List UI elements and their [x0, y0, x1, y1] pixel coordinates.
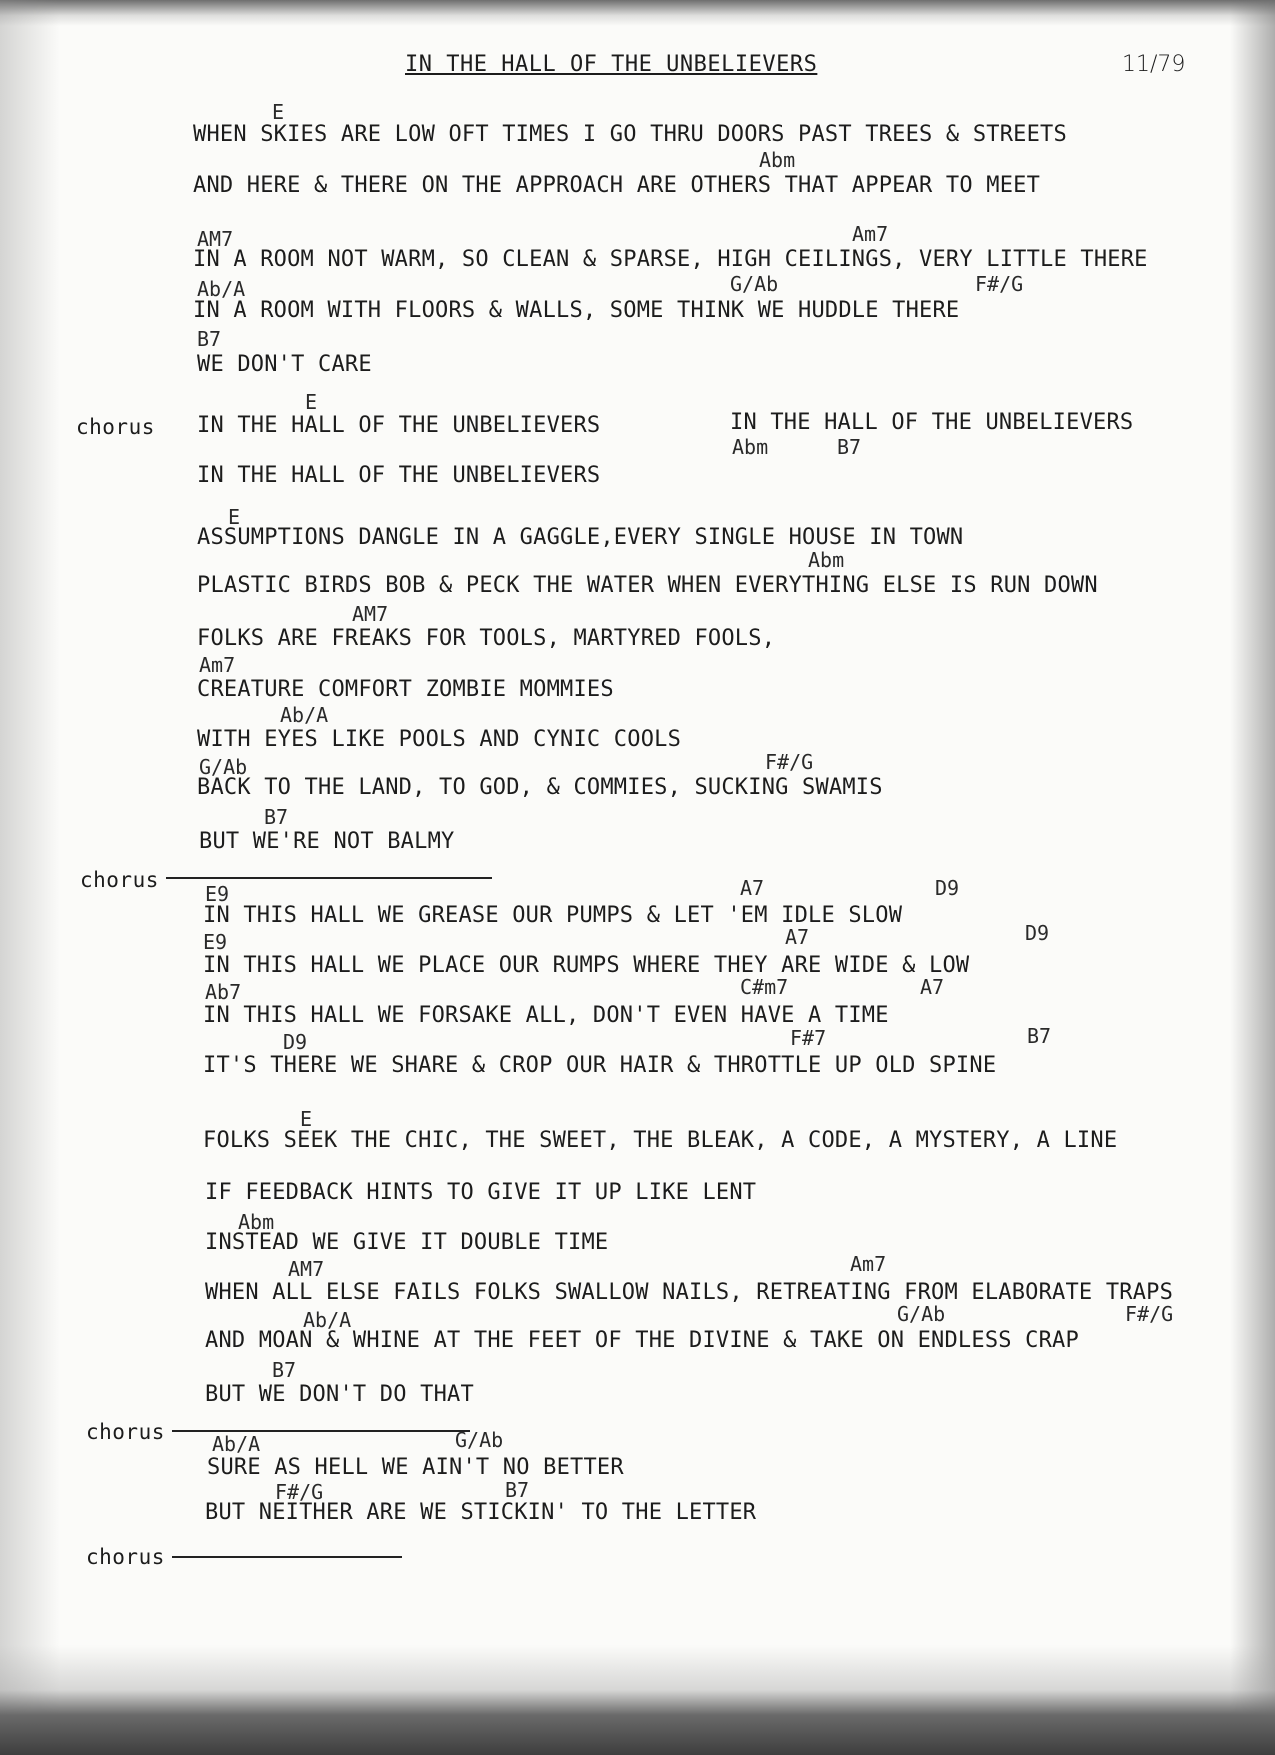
chord: D9 [1025, 921, 1050, 945]
chord: B7 [272, 1358, 297, 1382]
chord: G/Ab [730, 272, 779, 296]
lyric-line: IN A ROOM WITH FLOORS & WALLS, SOME THINK WE HUDDLE THERE [193, 298, 960, 323]
chord: B7 [264, 805, 289, 829]
lyric-line: AND HERE & THERE ON THE APPROACH ARE OTHERS THAT APPEAR TO MEET [193, 173, 1041, 198]
lyric-line: BUT WE DON'T DO THAT [205, 1382, 474, 1407]
song-title: IN THE HALL OF THE UNBELIEVERS [405, 52, 818, 77]
scan-shadow-top [0, 0, 1275, 26]
chord: Ab/A [280, 703, 329, 727]
chord: D9 [283, 1030, 308, 1054]
lyric-line: IF FEEDBACK HINTS TO GIVE IT UP LIKE LENT [205, 1180, 757, 1205]
lyric-line: IN THIS HALL WE PLACE OUR RUMPS WHERE THEY ARE WIDE & LOW [203, 953, 970, 978]
chord: E [228, 505, 241, 529]
chord: A7 [785, 925, 810, 949]
chord: F#/G [765, 750, 814, 774]
lyric-line: IN THIS HALL WE GREASE OUR PUMPS & LET 'EM IDLE SLOW [203, 903, 903, 928]
chord: A7 [920, 975, 945, 999]
chord: G/Ab [199, 755, 248, 779]
chord: E [305, 390, 318, 414]
song-date: 11/79 [1122, 52, 1186, 77]
lyric-line: CREATURE COMFORT ZOMBIE MOMMIES [197, 677, 614, 702]
chord: C#m7 [740, 975, 789, 999]
chord: Ab7 [205, 980, 242, 1004]
lyric-line: IN THIS HALL WE FORSAKE ALL, DON'T EVEN HAVE A TIME [203, 1003, 889, 1028]
lyric-line: WE DON'T CARE [197, 352, 372, 377]
lyric-line: FOLKS SEEK THE CHIC, THE SWEET, THE BLEAK, A CODE, A MYSTERY, A LINE [203, 1128, 1118, 1153]
chord: E [300, 1107, 313, 1131]
chord: AM7 [197, 227, 234, 251]
chorus-label: chorus [76, 415, 155, 439]
chord: B7 [505, 1478, 530, 1502]
lyric-line: WITH EYES LIKE POOLS AND CYNIC COOLS [197, 727, 682, 752]
lyric-line: WHEN SKIES ARE LOW OFT TIMES I GO THRU DOORS PAST TREES & STREETS [193, 122, 1067, 147]
chord: Abm [808, 548, 845, 572]
chord: Am7 [850, 1252, 887, 1276]
chord: F#7 [790, 1026, 827, 1050]
chord: F#/G [1125, 1302, 1174, 1326]
chord: B7 [1027, 1024, 1052, 1048]
chord: Am7 [852, 222, 889, 246]
chord: B7 [197, 327, 222, 351]
chord: G/Ab [455, 1428, 504, 1452]
chord: Abm [732, 435, 769, 459]
lyric-line: IN THE HALL OF THE UNBELIEVERS [197, 463, 601, 488]
chorus-label: chorus [80, 868, 159, 892]
chord: Ab/A [212, 1432, 261, 1456]
chorus-rule [166, 877, 492, 879]
chord: A7 [740, 876, 765, 900]
lyric-line: ASSUMPTIONS DANGLE IN A GAGGLE,EVERY SINGLE HOUSE IN TOWN [197, 525, 964, 550]
lyric-line: BUT WE'RE NOT BALMY [199, 829, 455, 854]
chord: E [272, 100, 285, 124]
chord: E9 [205, 882, 230, 906]
scan-shadow-bottom [0, 1645, 1275, 1755]
chord: Abm [759, 148, 796, 172]
chord: E9 [203, 930, 228, 954]
chorus-rule [172, 1556, 402, 1558]
scan-shadow-left [0, 0, 60, 1755]
lyric-line: WHEN ALL ELSE FAILS FOLKS SWALLOW NAILS, RETREATING FROM ELABORATE TRAPS [205, 1280, 1174, 1305]
lyric-line: INSTEAD WE GIVE IT DOUBLE TIME [205, 1230, 609, 1255]
lyric-line: AND MOAN & WHINE AT THE FEET OF THE DIVINE & TAKE ON ENDLESS CRAP [205, 1328, 1079, 1353]
scan-shadow-right [1230, 0, 1275, 1755]
lyric-line: FOLKS ARE FREAKS FOR TOOLS, MARTYRED FOOLS, [197, 626, 776, 651]
lyric-line: PLASTIC BIRDS BOB & PECK THE WATER WHEN EVERYTHING ELSE IS RUN DOWN [197, 573, 1098, 598]
chord: Am7 [199, 653, 236, 677]
chord: B7 [837, 435, 862, 459]
lyric-line: SURE AS HELL WE AIN'T NO BETTER [207, 1455, 624, 1480]
chord: Ab/A [197, 277, 246, 301]
lyric-line: IT'S THERE WE SHARE & CROP OUR HAIR & THROTTLE UP OLD SPINE [203, 1053, 997, 1078]
lyric-line: BUT NEITHER ARE WE STICKIN' TO THE LETTER [205, 1500, 757, 1525]
chorus-label: chorus [86, 1545, 165, 1569]
lyric-line: IN THE HALL OF THE UNBELIEVERS [730, 410, 1134, 435]
chord: D9 [935, 876, 960, 900]
chord: F#/G [275, 1480, 324, 1504]
chord: AM7 [288, 1257, 325, 1281]
chord: AM7 [352, 602, 389, 626]
lyric-line: IN A ROOM NOT WARM, SO CLEAN & SPARSE, HIGH CEILINGS, VERY LITTLE THERE [193, 247, 1148, 272]
chord: F#/G [975, 272, 1024, 296]
lyric-line: IN THE HALL OF THE UNBELIEVERS [197, 413, 601, 438]
lyric-line: BACK TO THE LAND, TO GOD, & COMMIES, SUCKING SWAMIS [197, 775, 883, 800]
chord: Abm [238, 1210, 275, 1234]
chorus-label: chorus [86, 1420, 165, 1444]
chord: G/Ab [897, 1302, 946, 1326]
chord: Ab/A [303, 1308, 352, 1332]
